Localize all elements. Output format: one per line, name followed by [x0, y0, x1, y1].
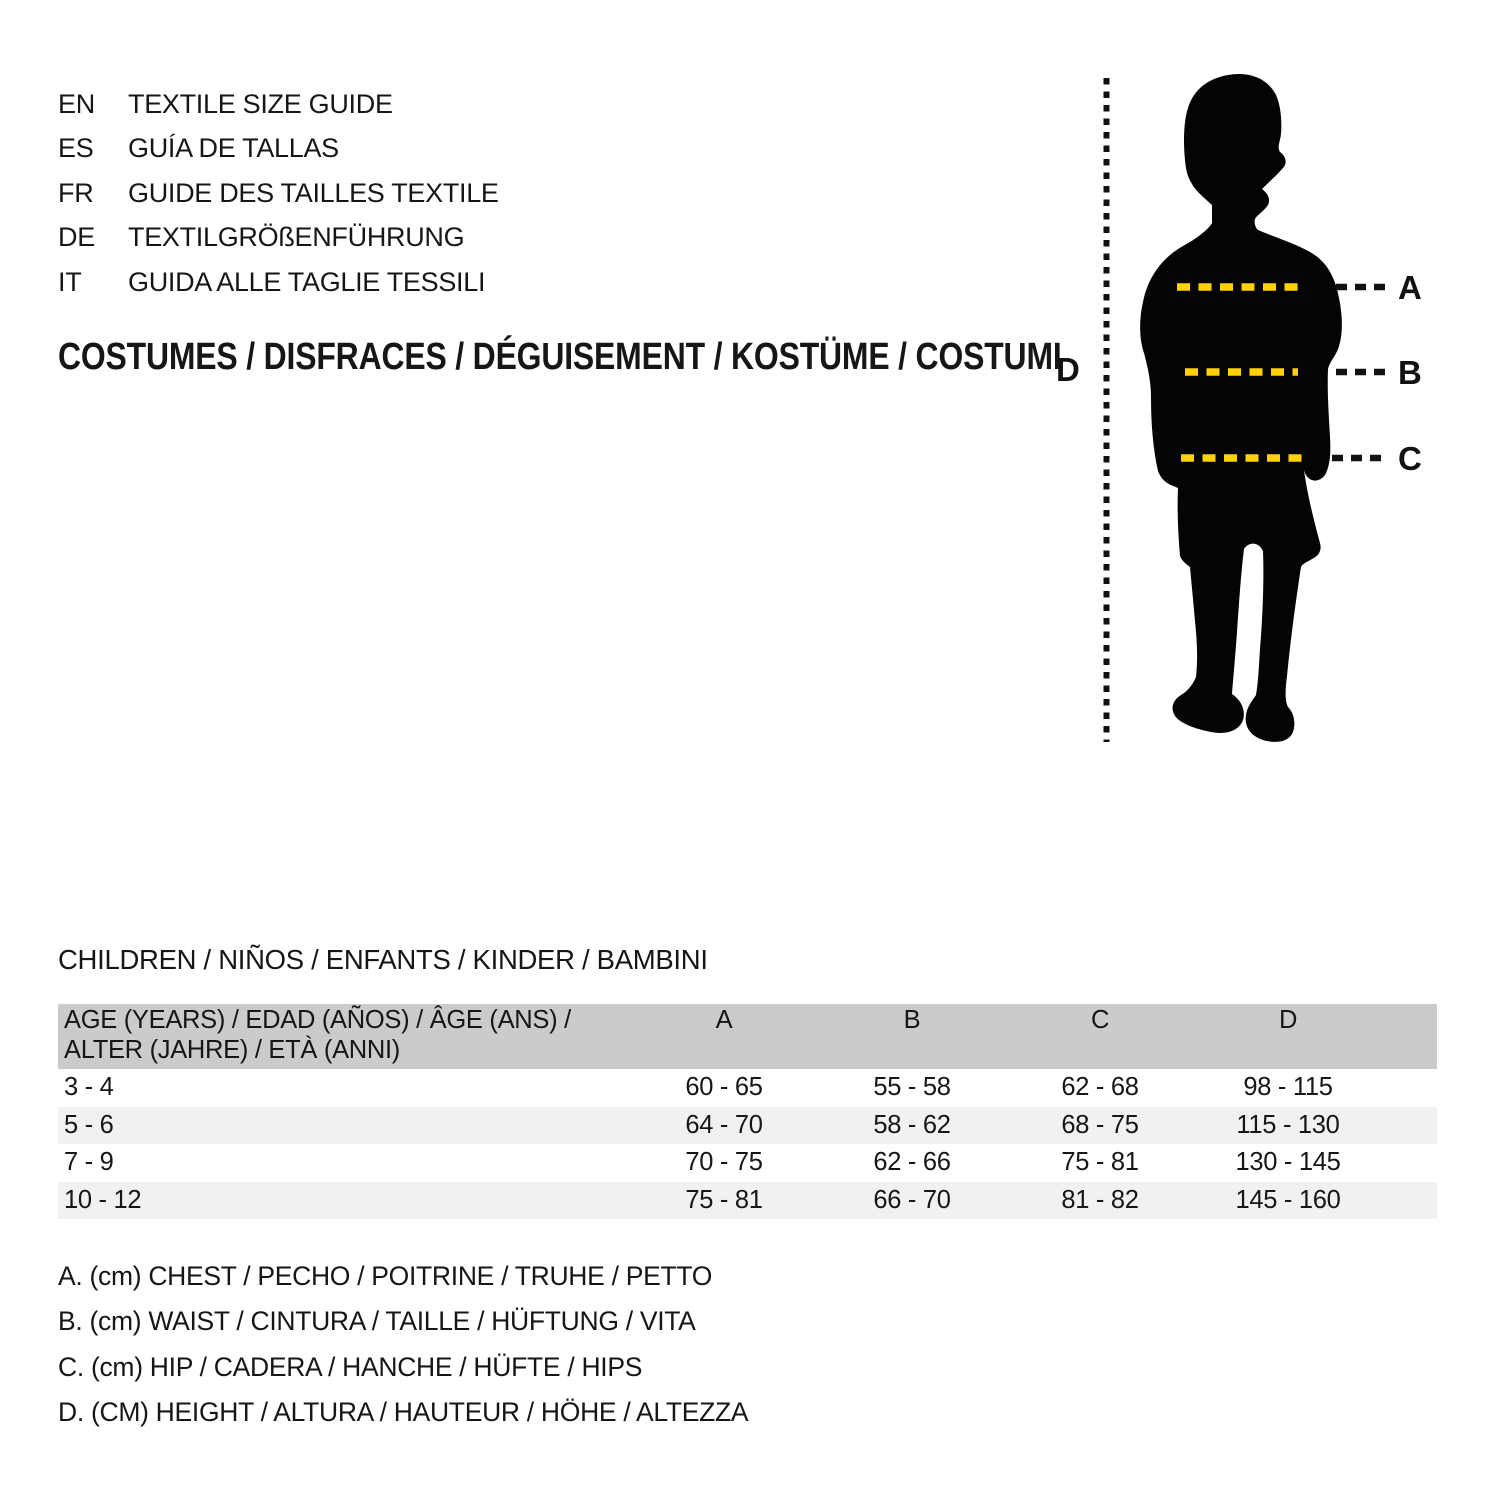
- table-row: [58, 1144, 1437, 1182]
- height-range-cell: 145 - 160: [1235, 1185, 1341, 1214]
- age-header-line2: ALTER (JAHRE) / ETÀ (ANNI): [64, 1035, 401, 1064]
- column-header-a: A: [715, 1006, 733, 1034]
- language-row-it: [58, 260, 499, 304]
- column-header-c: C: [1090, 1006, 1110, 1034]
- chest-range-cell: 64 - 70: [685, 1110, 763, 1139]
- chest-range-cell: 70 - 75: [685, 1148, 763, 1177]
- waist-range-cell: 66 - 70: [873, 1185, 951, 1214]
- language-code: ES: [58, 133, 94, 164]
- language-code: DE: [58, 222, 95, 253]
- age-cell: 3 - 4: [64, 1073, 114, 1102]
- language-label: GUIDA ALLE TAGLIE TESSILI: [128, 266, 486, 297]
- chest-range-cell: 60 - 65: [685, 1073, 763, 1102]
- measurement-legend: [58, 1254, 748, 1435]
- language-code: EN: [58, 89, 95, 119]
- age-cell: 10 - 12: [64, 1185, 142, 1214]
- height-range-cell: 130 - 145: [1235, 1148, 1341, 1177]
- language-label: TEXTILGRÖßENFÜHRUNG: [128, 222, 465, 253]
- table-row: [58, 1069, 1437, 1107]
- chest-range-cell: 75 - 81: [685, 1185, 763, 1214]
- language-label: TEXTILE SIZE GUIDE: [128, 89, 393, 119]
- waist-range-cell: 62 - 66: [873, 1148, 951, 1177]
- legend-chest: A. (cm) CHEST / PECHO / POITRINE / TRUHE / PETTO: [58, 1261, 713, 1291]
- size-table: [58, 1004, 1437, 1219]
- column-header-d: D: [1278, 1006, 1298, 1034]
- height-range-cell: 115 - 130: [1236, 1110, 1340, 1139]
- language-row-es: [58, 126, 499, 170]
- language-label: GUÍA DE TALLAS: [128, 133, 339, 164]
- category-title: COSTUMES / DISFRACES / DÉGUISEMENT / KOSTÜME / COSTUMI: [58, 336, 1062, 378]
- legend-hip: C. (cm) HIP / CADERA / HANCHE / HÜFTE / HIPS: [58, 1351, 643, 1382]
- chest-label: A: [1398, 269, 1422, 306]
- table-row: [58, 1182, 1437, 1220]
- language-row-en: [58, 82, 499, 126]
- age-header-line1: AGE (YEARS) / EDAD (AÑOS) / ÂGE (ANS) /: [64, 1006, 571, 1034]
- legend-height: D. (CM) HEIGHT / ALTURA / HAUTEUR / HÖHE / ALTEZZA: [58, 1396, 749, 1427]
- language-row-fr: [58, 171, 499, 215]
- hip-range-cell: 81 - 82: [1061, 1185, 1139, 1214]
- hip-range-cell: 75 - 81: [1061, 1148, 1139, 1177]
- height-label: D: [1056, 351, 1080, 388]
- language-code: IT: [58, 266, 82, 297]
- size-diagram: [1040, 60, 1470, 760]
- language-row-de: [58, 215, 499, 259]
- age-cell: 5 - 6: [64, 1110, 114, 1139]
- age-header-cell: [58, 1006, 630, 1065]
- waist-label: B: [1398, 354, 1422, 391]
- children-section-title: CHILDREN / NIÑOS / ENFANTS / KINDER / BAMBINI: [58, 944, 708, 975]
- waist-range-cell: 55 - 58: [873, 1073, 951, 1102]
- language-code: FR: [58, 177, 94, 208]
- column-header-b: B: [903, 1006, 921, 1034]
- table-row: [58, 1107, 1437, 1145]
- legend-waist: B. (cm) WAIST / CINTURA / TAILLE / HÜFTUNG / VITA: [58, 1306, 696, 1337]
- hip-label: C: [1398, 440, 1422, 477]
- table-header-row: [58, 1004, 1437, 1069]
- language-list: [58, 82, 499, 304]
- hip-range-cell: 62 - 68: [1061, 1073, 1139, 1102]
- child-silhouette-icon: [1140, 74, 1342, 742]
- height-range-cell: 98 - 115: [1243, 1073, 1333, 1102]
- hip-range-cell: 68 - 75: [1061, 1110, 1139, 1139]
- age-cell: 7 - 9: [64, 1148, 114, 1177]
- language-label: GUIDE DES TAILLES TEXTILE: [128, 177, 499, 208]
- waist-range-cell: 58 - 62: [873, 1110, 951, 1139]
